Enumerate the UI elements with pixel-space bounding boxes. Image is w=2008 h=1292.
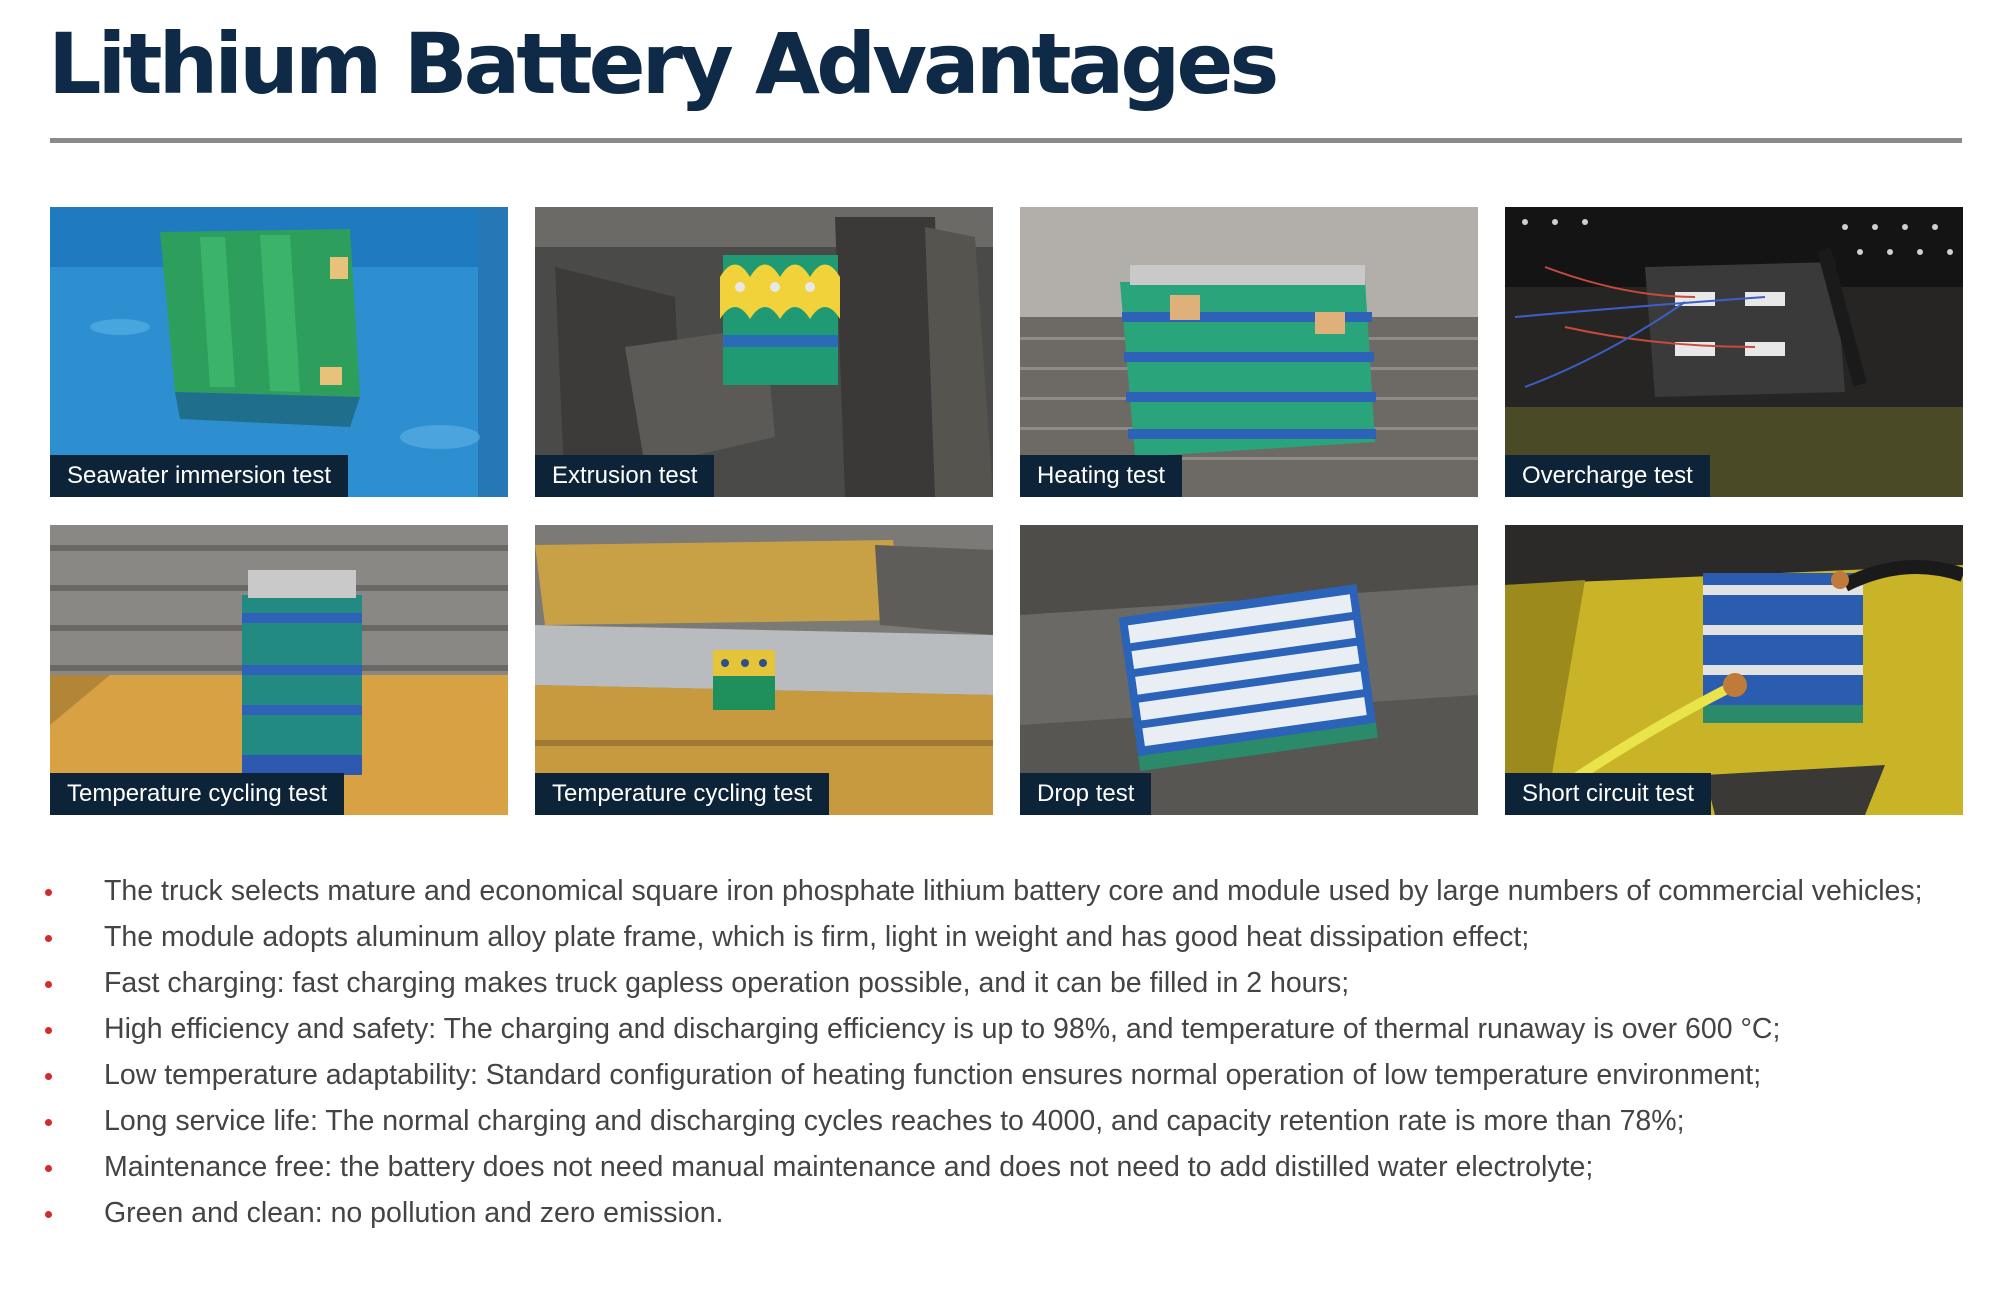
short-circuit-photo xyxy=(1505,525,1963,815)
heating-photo xyxy=(1020,207,1478,497)
test-caption: Extrusion test xyxy=(535,455,714,497)
test-caption: Temperature cycling test xyxy=(50,773,344,815)
temperature-cycling-photo xyxy=(50,525,508,815)
overcharge-photo xyxy=(1505,207,1963,497)
advantages-list xyxy=(40,868,1970,1236)
bullet-dot-icon xyxy=(45,1211,52,1218)
bullet-dot-icon xyxy=(45,1027,52,1034)
bullet-dot-icon xyxy=(45,1165,52,1172)
advantage-item xyxy=(40,868,1970,914)
advantage-text: The truck selects mature and economical square iron phosphate lithium battery core and module used by large numbers of commercial vehicles; xyxy=(104,875,1923,907)
advantage-item xyxy=(40,1190,1970,1236)
test-caption: Short circuit test xyxy=(1505,773,1711,815)
advantage-item xyxy=(40,960,1970,1006)
advantage-text: The module adopts aluminum alloy plate frame, which is firm, light in weight and has good heat dissipation effect; xyxy=(104,921,1530,953)
page-title: Lithium Battery Advantages xyxy=(48,15,1276,113)
test-tile-heating xyxy=(1020,207,1478,497)
advantage-text: Fast charging: fast charging makes truck gapless operation possible, and it can be filled in 2 hours; xyxy=(104,967,1350,999)
advantage-item xyxy=(40,1006,1970,1052)
test-photo-grid xyxy=(50,207,1962,815)
advantage-text: Low temperature adaptability: Standard configuration of heating function ensures normal operation of low temperature environment; xyxy=(104,1059,1762,1091)
test-caption: Drop test xyxy=(1020,773,1151,815)
test-tile-overcharge xyxy=(1505,207,1963,497)
test-caption: Temperature cycling test xyxy=(535,773,829,815)
advantage-text: High efficiency and safety: The charging and discharging efficiency is up to 98%, and temperature of thermal runaway is over 600 °C; xyxy=(104,1013,1781,1045)
bullet-dot-icon xyxy=(45,981,52,988)
bullet-dot-icon xyxy=(45,889,52,896)
test-caption: Heating test xyxy=(1020,455,1182,497)
advantage-text: Long service life: The normal charging and discharging cycles reaches to 4000, and capacity retention rate is more than 78%; xyxy=(104,1105,1685,1137)
advantage-text: Green and clean: no pollution and zero emission. xyxy=(104,1197,724,1229)
bullet-dot-icon xyxy=(45,1119,52,1126)
advantage-item xyxy=(40,1052,1970,1098)
title-divider xyxy=(50,138,1962,143)
test-tile-temperature-cycling-2 xyxy=(535,525,993,815)
drop-photo xyxy=(1020,525,1478,815)
test-tile-extrusion xyxy=(535,207,993,497)
seawater-immersion-photo xyxy=(50,207,508,497)
temperature-cycling-photo xyxy=(535,525,993,815)
test-caption: Overcharge test xyxy=(1505,455,1710,497)
test-tile-drop xyxy=(1020,525,1478,815)
bullet-dot-icon xyxy=(45,935,52,942)
test-caption: Seawater immersion test xyxy=(50,455,348,497)
advantage-text: Maintenance free: the battery does not need manual maintenance and does not need to add distilled water electrolyte; xyxy=(104,1151,1594,1183)
test-tile-seawater-immersion xyxy=(50,207,508,497)
advantage-item xyxy=(40,1144,1970,1190)
advantage-item xyxy=(40,1098,1970,1144)
advantage-item xyxy=(40,914,1970,960)
extrusion-photo xyxy=(535,207,993,497)
bullet-dot-icon xyxy=(45,1073,52,1080)
test-tile-short-circuit xyxy=(1505,525,1963,815)
test-tile-temperature-cycling-1 xyxy=(50,525,508,815)
